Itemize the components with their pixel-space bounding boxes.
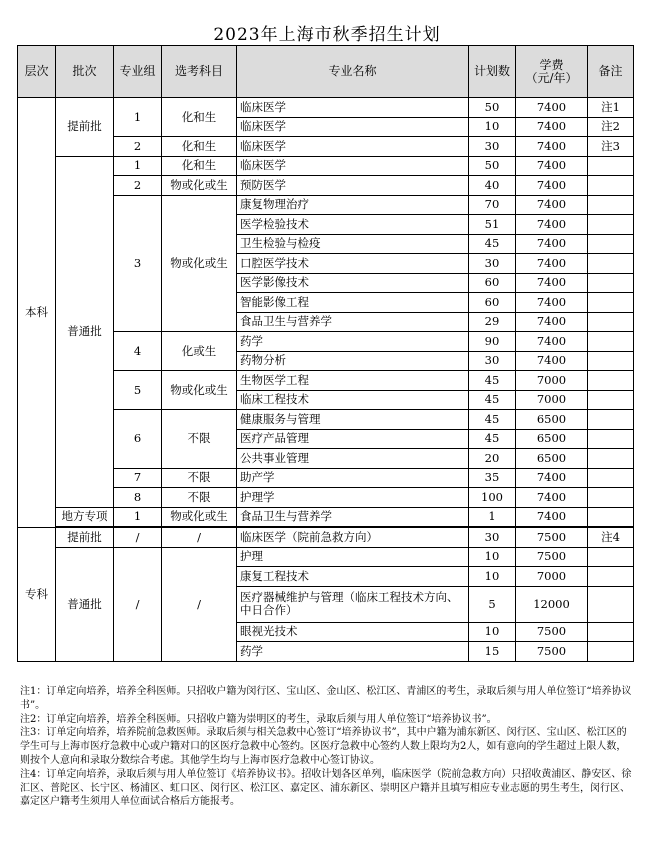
remark-cell bbox=[588, 547, 634, 567]
remark-cell bbox=[588, 586, 634, 622]
header-fee-line1: 学费 bbox=[539, 57, 564, 72]
subjects-cell: 化和生 bbox=[162, 156, 237, 176]
plan-cell: 50 bbox=[469, 98, 516, 118]
fee-cell: 7400 bbox=[516, 98, 588, 118]
fee-cell: 7400 bbox=[516, 176, 588, 196]
remark-cell: 注1 bbox=[588, 98, 634, 118]
remark-cell bbox=[588, 429, 634, 449]
major-cell: 临床医学（院前急救方向） bbox=[237, 527, 469, 547]
subjects-cell: 物或化或生 bbox=[162, 507, 237, 527]
header-group: 专业组 bbox=[114, 46, 162, 98]
major-cell: 预防医学 bbox=[237, 176, 469, 196]
remark-cell bbox=[588, 312, 634, 332]
major-cell: 临床医学 bbox=[237, 117, 469, 137]
plan-cell: 60 bbox=[469, 293, 516, 313]
footnote-3: 注3：订单定向培养，培养院前急救医师。录取后须与相关急救中心签订“培养协议书”，其中户籍为浦东新区、闵行区、宝山区、松江区的学生可与上海市医疗急救中心或户籍对口的区医疗急救中心签约。区医疗急救中心签约人数上限均为2人，如有意向的学生超过上限人数，则按个人意向和录取分数综合考虑。其他学生均与上海市医疗急救中心签订协议。 bbox=[20, 727, 627, 766]
remark-cell bbox=[588, 507, 634, 527]
fee-cell: 6500 bbox=[516, 449, 588, 469]
major-cell: 食品卫生与营养学 bbox=[237, 312, 469, 332]
fee-cell: 7400 bbox=[516, 117, 588, 137]
plan-cell: 40 bbox=[469, 176, 516, 196]
plan-cell: 45 bbox=[469, 429, 516, 449]
header-remark: 备注 bbox=[588, 46, 634, 98]
fee-cell: 7400 bbox=[516, 351, 588, 371]
remark-cell bbox=[588, 332, 634, 352]
group-cell: 1 bbox=[114, 507, 162, 527]
major-cell: 临床医学 bbox=[237, 156, 469, 176]
enrollment-plan-table bbox=[17, 45, 634, 662]
major-cell: 临床医学 bbox=[237, 137, 469, 157]
major-cell: 临床医学 bbox=[237, 98, 469, 118]
header-plan: 计划数 bbox=[469, 46, 516, 98]
plan-cell: 30 bbox=[469, 351, 516, 371]
remark-cell bbox=[588, 234, 634, 254]
remark-cell bbox=[588, 254, 634, 274]
table-row bbox=[18, 527, 634, 547]
batch-local: 地方专项 bbox=[56, 507, 114, 527]
remark-cell bbox=[588, 215, 634, 235]
fee-cell: 7400 bbox=[516, 312, 588, 332]
fee-cell: 7400 bbox=[516, 468, 588, 488]
page-title: 2023年上海市秋季招生计划 bbox=[213, 25, 441, 45]
subjects-cell: 化和生 bbox=[162, 98, 237, 137]
fee-cell: 7400 bbox=[516, 507, 588, 527]
fee-cell: 7500 bbox=[516, 642, 588, 662]
major-cell: 助产学 bbox=[237, 468, 469, 488]
plan-cell: 5 bbox=[469, 586, 516, 622]
plan-cell: 20 bbox=[469, 449, 516, 469]
plan-cell: 10 bbox=[469, 567, 516, 587]
header-batch: 批次 bbox=[56, 46, 114, 98]
remark-cell bbox=[588, 390, 634, 410]
batch-regular-zhuanke: 普通批 bbox=[56, 547, 114, 661]
major-cell: 眼视光技术 bbox=[237, 622, 469, 642]
fee-cell: 7500 bbox=[516, 622, 588, 642]
remark-cell bbox=[588, 195, 634, 215]
group-cell: 3 bbox=[114, 195, 162, 332]
plan-cell: 45 bbox=[469, 234, 516, 254]
plan-cell: 90 bbox=[469, 332, 516, 352]
level-benke: 本科 bbox=[18, 98, 56, 528]
fee-cell: 7400 bbox=[516, 488, 588, 508]
remark-cell bbox=[588, 468, 634, 488]
major-cell: 生物医学工程 bbox=[237, 371, 469, 391]
major-cell: 卫生检验与检疫 bbox=[237, 234, 469, 254]
fee-cell: 7400 bbox=[516, 137, 588, 157]
remark-cell: 注4 bbox=[588, 527, 634, 547]
header-level: 层次 bbox=[18, 46, 56, 98]
major-cell: 医疗产品管理 bbox=[237, 429, 469, 449]
table-row bbox=[18, 98, 634, 118]
footnote-2: 注2：订单定向培养，培养全科医师。只招收户籍为崇明区的考生，录取后须与用人单位签订“培养协议书”。 bbox=[20, 713, 497, 725]
fee-cell: 7400 bbox=[516, 215, 588, 235]
remark-cell: 注3 bbox=[588, 137, 634, 157]
table-row bbox=[18, 507, 634, 527]
remark-cell bbox=[588, 410, 634, 430]
group-cell: 2 bbox=[114, 176, 162, 196]
fee-cell: 7500 bbox=[516, 547, 588, 567]
remark-cell bbox=[588, 351, 634, 371]
fee-cell: 7000 bbox=[516, 567, 588, 587]
plan-cell: 10 bbox=[469, 117, 516, 137]
footnote-1: 注1：订单定向培养，培养全科医师。只招收户籍为闵行区、宝山区、金山区、松江区、青浦区的考生，录取后须与用人单位签订“培养协议书”。 bbox=[20, 686, 632, 711]
remark-cell bbox=[588, 642, 634, 662]
subjects-cell: 物或化或生 bbox=[162, 176, 237, 196]
major-cell: 康复物理治疗 bbox=[237, 195, 469, 215]
plan-cell: 45 bbox=[469, 371, 516, 391]
major-cell: 口腔医学技术 bbox=[237, 254, 469, 274]
plan-cell: 45 bbox=[469, 390, 516, 410]
fee-cell: 7400 bbox=[516, 195, 588, 215]
major-cell: 智能影像工程 bbox=[237, 293, 469, 313]
group-cell: 1 bbox=[114, 156, 162, 176]
table-row bbox=[18, 156, 634, 176]
subjects-cell: / bbox=[162, 527, 237, 547]
subjects-cell: 化或生 bbox=[162, 332, 237, 371]
plan-cell: 15 bbox=[469, 642, 516, 662]
group-cell: 5 bbox=[114, 371, 162, 410]
major-cell: 临床工程技术 bbox=[237, 390, 469, 410]
plan-cell: 70 bbox=[469, 195, 516, 215]
plan-cell: 60 bbox=[469, 273, 516, 293]
fee-cell: 7000 bbox=[516, 371, 588, 391]
batch-early: 提前批 bbox=[56, 98, 114, 157]
fee-cell: 7400 bbox=[516, 234, 588, 254]
remark-cell bbox=[588, 567, 634, 587]
remark-cell bbox=[588, 488, 634, 508]
plan-cell: 50 bbox=[469, 156, 516, 176]
remark-cell bbox=[588, 273, 634, 293]
fee-cell: 7400 bbox=[516, 254, 588, 274]
fee-cell: 7400 bbox=[516, 332, 588, 352]
plan-cell: 30 bbox=[469, 137, 516, 157]
fee-cell: 7400 bbox=[516, 156, 588, 176]
group-cell: / bbox=[114, 547, 162, 661]
group-cell: 4 bbox=[114, 332, 162, 371]
major-cell: 药学 bbox=[237, 332, 469, 352]
remark-cell: 注2 bbox=[588, 117, 634, 137]
batch-regular: 普通批 bbox=[56, 156, 114, 507]
plan-cell: 51 bbox=[469, 215, 516, 235]
fee-cell: 12000 bbox=[516, 586, 588, 622]
major-cell: 护理学 bbox=[237, 488, 469, 508]
remark-cell bbox=[588, 371, 634, 391]
group-cell: 2 bbox=[114, 137, 162, 157]
major-cell: 医学影像技术 bbox=[237, 273, 469, 293]
plan-cell: 29 bbox=[469, 312, 516, 332]
subjects-cell: 物或化或生 bbox=[162, 371, 237, 410]
fee-cell: 6500 bbox=[516, 429, 588, 449]
plan-cell: 35 bbox=[469, 468, 516, 488]
subjects-cell: 物或化或生 bbox=[162, 195, 237, 332]
plan-cell: 10 bbox=[469, 622, 516, 642]
remark-cell bbox=[588, 449, 634, 469]
group-cell: / bbox=[114, 527, 162, 547]
group-cell: 7 bbox=[114, 468, 162, 488]
subjects-cell: 化和生 bbox=[162, 137, 237, 157]
subjects-cell: 不限 bbox=[162, 468, 237, 488]
major-cell: 健康服务与管理 bbox=[237, 410, 469, 430]
subjects-cell: 不限 bbox=[162, 488, 237, 508]
level-zhuanke: 专科 bbox=[18, 527, 56, 661]
table-header-row bbox=[18, 46, 634, 98]
plan-cell: 30 bbox=[469, 527, 516, 547]
plan-cell: 100 bbox=[469, 488, 516, 508]
remark-cell bbox=[588, 176, 634, 196]
major-cell: 康复工程技术 bbox=[237, 567, 469, 587]
remark-cell bbox=[588, 293, 634, 313]
footnote-4: 注4：订单定向培养，录取后须与用人单位签订《培养协议书》。招收计划各区单列，临床医学（院前急救方向）只招收黄浦区、静安区、徐汇区、普陀区、长宁区、杨浦区、虹口区、闵行区、松江区、嘉定区、浦东新区、崇明区户籍并且填写相应专业志愿的男生考生，闵行区、嘉定区户籍考生须用人单位面试合格后方能报考。 bbox=[20, 768, 632, 808]
major-cell: 药学 bbox=[237, 642, 469, 662]
fee-cell: 6500 bbox=[516, 410, 588, 430]
major-cell: 护理 bbox=[237, 547, 469, 567]
header-fee-line2: （元/年） bbox=[525, 70, 578, 85]
table-row bbox=[18, 547, 634, 567]
remark-cell bbox=[588, 622, 634, 642]
fee-cell: 7400 bbox=[516, 273, 588, 293]
plan-cell: 30 bbox=[469, 254, 516, 274]
group-cell: 1 bbox=[114, 98, 162, 137]
group-cell: 6 bbox=[114, 410, 162, 469]
plan-cell: 1 bbox=[469, 507, 516, 527]
fee-cell: 7400 bbox=[516, 293, 588, 313]
subjects-cell: / bbox=[162, 547, 237, 661]
major-cell: 药物分析 bbox=[237, 351, 469, 371]
major-cell: 公共事业管理 bbox=[237, 449, 469, 469]
header-fee bbox=[516, 46, 588, 98]
remark-cell bbox=[588, 156, 634, 176]
header-subjects: 选考科目 bbox=[162, 46, 237, 98]
footnotes bbox=[20, 685, 634, 809]
plan-cell: 45 bbox=[469, 410, 516, 430]
group-cell: 8 bbox=[114, 488, 162, 508]
major-cell: 医学检验技术 bbox=[237, 215, 469, 235]
fee-cell: 7000 bbox=[516, 390, 588, 410]
major-cell: 食品卫生与营养学 bbox=[237, 507, 469, 527]
header-major: 专业名称 bbox=[237, 46, 469, 98]
batch-early-zhuanke: 提前批 bbox=[56, 527, 114, 547]
major-cell: 医疗器械维护与管理（临床工程技术方向、中日合作） bbox=[237, 586, 469, 622]
fee-cell: 7500 bbox=[516, 527, 588, 547]
subjects-cell: 不限 bbox=[162, 410, 237, 469]
plan-cell: 10 bbox=[469, 547, 516, 567]
